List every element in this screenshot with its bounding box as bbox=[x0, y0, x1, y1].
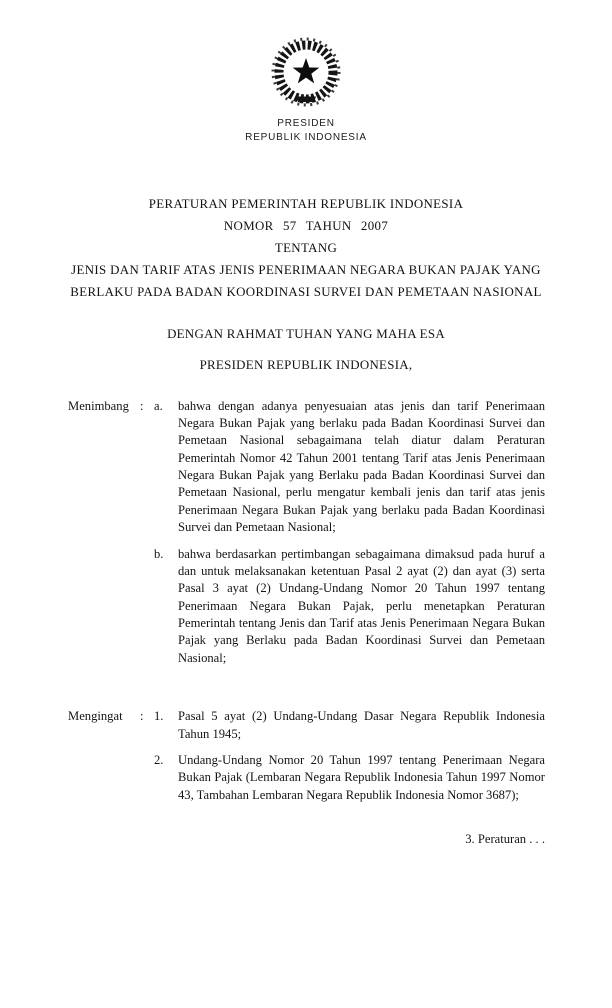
regulation-title-block bbox=[0, 198, 612, 299]
mengingat-item-2 bbox=[68, 752, 545, 804]
letterhead-presiden: PRESIDEN bbox=[277, 118, 335, 129]
page-catchword: 3. Peraturan . . . bbox=[465, 832, 545, 847]
item-marker: 2. bbox=[154, 752, 164, 767]
mengingat-label: Mengingat bbox=[68, 709, 123, 724]
preamble-rahmat: DENGAN RAHMAT TUHAN YANG MAHA ESA bbox=[167, 326, 445, 341]
presidential-seal bbox=[0, 0, 612, 111]
item-marker: 1. bbox=[154, 709, 164, 724]
menimbang-item-b bbox=[68, 546, 545, 668]
title-line-tentang: TENTANG bbox=[274, 240, 338, 255]
section-gap bbox=[68, 676, 545, 708]
menimbang-label: Menimbang bbox=[68, 398, 129, 413]
letterhead-republik: REPUBLIK INDONESIA bbox=[245, 131, 367, 143]
mengingat-item-1 bbox=[68, 708, 545, 743]
title-line-number: NOMOR 57 TAHUN 2007 bbox=[223, 218, 389, 233]
item-text: bahwa dengan adanya penyesuaian atas jenis dan tarif Penerimaan Negara Bukan Pajak yang berlaku pada Badan Koordinasi Survei dan Pemetaan Nasional sebagaimana telah diatur dalam Peraturan Pemerintah Nomor 42 Tahun 2001 tentang Tarif atas Jenis Penerimaan Negara Bukan Pajak yang Berlaku pada Badan Koordinasi Survei dan Pemetaan Nasional, perlu mengatur kembali jenis dan tarif atas jenis Penerimaan Negara Bukan Pajak yang berlaku pada Badan Koordinasi Survei dan Pemetaan Nasional; bbox=[178, 398, 545, 535]
presidential-seal-icon bbox=[267, 33, 345, 111]
title-line-subject-1: JENIS DAN TARIF ATAS JENIS PENERIMAAN NEGARA BUKAN PAJAK YANG bbox=[71, 262, 541, 277]
mengingat-separator: : bbox=[140, 709, 144, 724]
item-text: bahwa berdasarkan pertimbangan sebagaimana dimaksud pada huruf a dan untuk melaksanakan ketentuan Pasal 2 ayat (2) dan ayat (3) serta Pasal 3 ayat (2) Undang-Undang Nomor 20 Tahun 1997 tentang Penerimaan Negara Bukan Pajak, perlu menetapkan Peraturan Pemerintah tentang Jenis dan Tarif atas Jenis Penerimaan Negara Bukan Pajak yang Berlaku pada Badan Koordinasi Survei dan Pemetaan Nasional; bbox=[178, 546, 545, 665]
preamble bbox=[0, 327, 612, 373]
item-text: Undang-Undang Nomor 20 Tahun 1997 tentang Penerimaan Negara Bukan Pajak (Lembaran Negara Republik Indonesia Tahun 1997 Nomor 43, Tambahan Lembaran Negara Republik Indonesia Nomor 3687); bbox=[178, 752, 545, 802]
preambulary-clauses bbox=[0, 398, 612, 805]
preamble-presiden: PRESIDEN REPUBLIK INDONESIA, bbox=[199, 357, 413, 372]
letterhead bbox=[0, 117, 612, 144]
title-line-regulation: PERATURAN PEMERINTAH REPUBLIK INDONESIA bbox=[148, 197, 464, 211]
menimbang-separator: : bbox=[140, 398, 144, 413]
item-marker: a. bbox=[154, 398, 163, 413]
item-marker: b. bbox=[154, 546, 164, 561]
item-text: Pasal 5 ayat (2) Undang-Undang Dasar Negara Republik Indonesia Tahun 1945; bbox=[178, 709, 545, 741]
title-line-subject-2: BERLAKU PADA BADAN KOORDINASI SURVEI DAN PEMETAAN NASIONAL bbox=[70, 284, 542, 299]
menimbang-item-a bbox=[68, 398, 545, 537]
